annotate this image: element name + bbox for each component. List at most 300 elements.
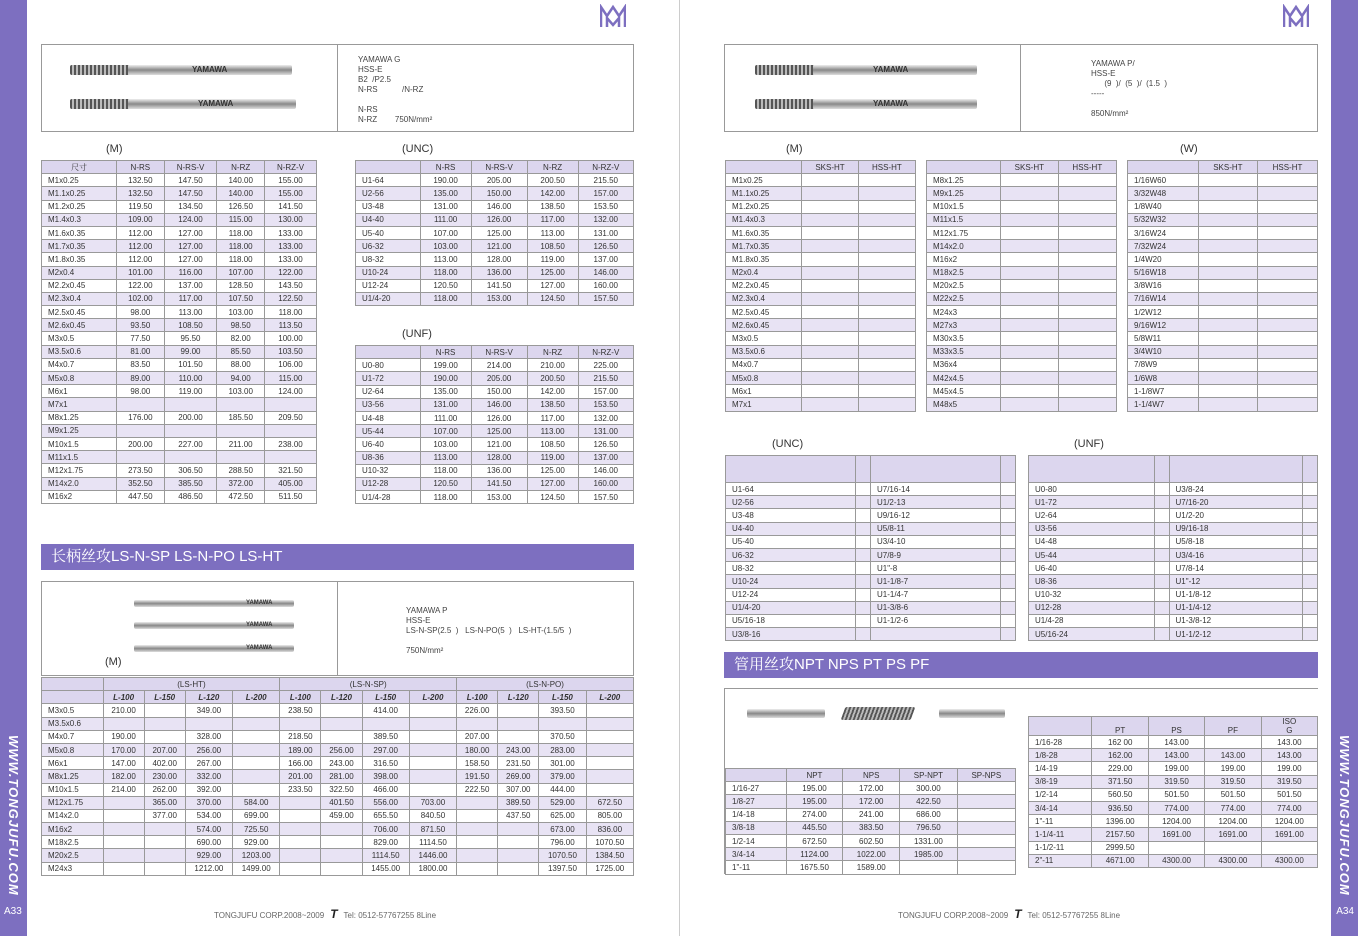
table-cell <box>802 187 859 200</box>
table-cell: 1070.50 <box>539 849 586 862</box>
table-cell: 392.00 <box>185 783 232 796</box>
table-row <box>42 809 634 822</box>
table-row <box>927 174 1117 187</box>
table-cell <box>858 253 915 266</box>
table-cell: M10x1.5 <box>42 783 104 796</box>
table-row <box>42 451 317 464</box>
table-cell: 101.00 <box>117 266 165 279</box>
table-cell: 3/16W24 <box>1128 226 1199 239</box>
table-cell: 128.00 <box>471 451 527 464</box>
table-cell: 796.50 <box>900 821 958 834</box>
table-cell <box>855 496 870 509</box>
table-cell: 625.00 <box>539 809 586 822</box>
table-cell <box>802 358 859 371</box>
table-cell <box>858 266 915 279</box>
right-w-label: (W) <box>1180 143 1198 155</box>
table-row <box>42 226 317 239</box>
table-cell: M2.5x0.45 <box>42 306 117 319</box>
table-cell: 501.50 <box>1205 788 1261 801</box>
table-cell: 153.50 <box>578 398 633 411</box>
table-row <box>356 292 634 305</box>
table-cell <box>858 319 915 332</box>
table-cell <box>1154 509 1169 522</box>
table-cell: 126.50 <box>578 240 633 253</box>
table-row <box>726 496 1016 509</box>
table-cell: U1-1/8-12 <box>1169 588 1303 601</box>
table-cell: U2-56 <box>726 496 856 509</box>
table-cell: 273.50 <box>117 464 165 477</box>
table-cell: 126.50 <box>217 200 265 213</box>
table-cell: U5-40 <box>726 535 856 548</box>
table-cell: 1"-11 <box>1029 815 1092 828</box>
column-header: N-RS <box>117 161 165 174</box>
table-cell: M18x2.5 <box>42 836 104 849</box>
column-header <box>1029 456 1155 483</box>
header-row <box>42 161 317 174</box>
table-cell <box>858 213 915 226</box>
table-cell: M14x2.0 <box>927 240 1001 253</box>
right-sidebar <box>1331 0 1358 936</box>
table-row <box>1128 174 1318 187</box>
table-cell <box>1001 200 1059 213</box>
table-cell: U10-32 <box>356 464 421 477</box>
table-cell: 1499.00 <box>233 862 280 875</box>
table-cell: 180.00 <box>457 743 498 756</box>
table-cell <box>1258 306 1318 319</box>
table-cell: 155.00 <box>265 187 317 200</box>
table-cell <box>1001 292 1059 305</box>
table-cell: 556.00 <box>362 796 409 809</box>
table-cell: 195.00 <box>786 795 843 808</box>
long-product-spec: YAMAWA P HSS-E LS-N-SP(2.5 ) LS-N-PO(5 ) LS-HT-(1.5/5 ) 750N/mm² <box>406 606 572 655</box>
table-cell: U3-56 <box>1029 522 1155 535</box>
table-cell <box>1258 372 1318 385</box>
column-header: L-200 <box>233 691 280 704</box>
table-cell: 113.00 <box>420 451 471 464</box>
table-cell <box>870 628 1000 641</box>
table-cell <box>1058 226 1116 239</box>
table-cell: M3.5x0.6 <box>42 345 117 358</box>
table-cell <box>858 306 915 319</box>
table-cell: U7/8-14 <box>1169 562 1303 575</box>
table-cell: M1.8x0.35 <box>726 253 802 266</box>
table-cell: U2-64 <box>356 385 421 398</box>
table-row <box>726 535 1016 548</box>
table-cell: U0-80 <box>356 359 421 372</box>
m-large-table <box>926 160 1117 412</box>
table-row <box>42 187 317 200</box>
table-cell <box>1303 522 1318 535</box>
table-cell: U9/16-12 <box>870 509 1000 522</box>
table-cell <box>1258 213 1318 226</box>
table-cell <box>957 861 1015 874</box>
column-header <box>1169 456 1303 483</box>
table-cell: 1-1/8W7 <box>1128 385 1199 398</box>
tap-image: YAMAWA YAMAWA <box>42 45 338 131</box>
column-header: L-200 <box>586 691 633 704</box>
table-cell: 227.00 <box>164 437 217 450</box>
table-cell: M6x1 <box>726 385 802 398</box>
table-cell: 501.50 <box>1261 788 1317 801</box>
table-cell <box>1205 841 1261 854</box>
table-cell <box>1058 372 1116 385</box>
table-cell <box>855 562 870 575</box>
table-row <box>927 332 1117 345</box>
table-cell: 134.50 <box>164 200 217 213</box>
table-cell: 153.00 <box>471 491 527 504</box>
table-cell <box>1198 319 1257 332</box>
table-row <box>726 358 916 371</box>
table-cell: 191.50 <box>457 770 498 783</box>
table-cell: 3/8-18 <box>726 821 787 834</box>
table-cell: 95.50 <box>164 332 217 345</box>
column-header: L-150 <box>362 691 409 704</box>
table-cell <box>1001 253 1059 266</box>
table-cell <box>900 861 958 874</box>
table-cell: 124.00 <box>164 213 217 226</box>
table-cell <box>957 782 1015 795</box>
table-cell <box>1000 535 1015 548</box>
table-cell <box>1000 601 1015 614</box>
table-cell: 119.50 <box>117 200 165 213</box>
table-cell <box>1198 187 1257 200</box>
table-cell: 122.00 <box>117 279 165 292</box>
table-row <box>726 266 916 279</box>
table-cell: 7/16W14 <box>1128 292 1199 305</box>
table-cell: 1691.00 <box>1205 828 1261 841</box>
table-cell <box>409 743 456 756</box>
table-row <box>356 398 634 411</box>
table-cell: 445.50 <box>786 821 843 834</box>
table-cell <box>1258 200 1318 213</box>
table-row <box>356 451 634 464</box>
table-cell: 805.00 <box>586 809 633 822</box>
table-cell <box>855 575 870 588</box>
table-cell: U1/2-20 <box>1169 509 1303 522</box>
table-row <box>1029 775 1318 788</box>
table-cell <box>1000 483 1015 496</box>
table-cell <box>1258 174 1318 187</box>
table-cell <box>1303 562 1318 575</box>
table-cell <box>1001 345 1059 358</box>
table-cell <box>1258 279 1318 292</box>
table-row <box>726 614 1016 627</box>
table-row <box>927 319 1117 332</box>
table-cell <box>1001 358 1059 371</box>
table-cell: U1/2-13 <box>870 496 1000 509</box>
table-cell: U5-44 <box>1029 548 1155 561</box>
table-cell <box>1001 279 1059 292</box>
table-cell: 405.00 <box>265 477 317 490</box>
table-cell: M30x3.5 <box>927 332 1001 345</box>
table-cell <box>1058 200 1116 213</box>
table-cell: 122.50 <box>265 292 317 305</box>
table-row <box>1029 628 1318 641</box>
table-row <box>42 704 634 717</box>
table-cell <box>117 424 165 437</box>
table-row <box>1029 614 1318 627</box>
column-header: N-RZ <box>217 161 265 174</box>
long-shank-banner: 长柄丝攻LS-N-SP LS-N-PO LS-HT <box>41 544 634 570</box>
table-cell: U8-32 <box>356 253 421 266</box>
table-row <box>356 200 634 213</box>
table-cell: 1455.00 <box>362 862 409 875</box>
table-row <box>726 332 916 345</box>
table-cell: 147.00 <box>103 757 144 770</box>
table-row <box>726 588 1016 601</box>
table-cell <box>1198 200 1257 213</box>
table-cell: 1691.00 <box>1148 828 1204 841</box>
table-cell <box>265 424 317 437</box>
table-cell: M4x0.7 <box>42 358 117 371</box>
table-cell <box>1258 385 1318 398</box>
table-cell: 1/2-14 <box>1029 788 1092 801</box>
table-cell <box>1198 385 1257 398</box>
table-cell <box>855 588 870 601</box>
table-cell: 796.00 <box>539 836 586 849</box>
table-cell <box>1058 398 1116 411</box>
table-row <box>42 730 634 743</box>
table-cell <box>321 704 362 717</box>
right-unf-table <box>1028 455 1318 641</box>
table-cell: 929.00 <box>233 836 280 849</box>
table-cell: 4300.00 <box>1205 854 1261 867</box>
table-cell: 116.00 <box>164 266 217 279</box>
table-cell <box>1058 358 1116 371</box>
column-header: N-RS <box>420 346 471 359</box>
table-row <box>726 240 916 253</box>
table-cell: U7/16-14 <box>870 483 1000 496</box>
table-cell: M12x1.75 <box>42 796 104 809</box>
table-cell: U7/8-9 <box>870 548 1000 561</box>
column-header: N-RS <box>420 161 471 174</box>
column-header: NPT <box>786 769 843 782</box>
table-cell: 200.50 <box>527 372 578 385</box>
table-cell: 126.00 <box>471 213 527 226</box>
table-cell: 1/8W40 <box>1128 200 1199 213</box>
table-cell <box>802 306 859 319</box>
product-spec-right: YAMAWA P/ HSS-E (9 )/ (5 )/ (1.5 ) ----- 850N/mm² <box>1091 59 1168 118</box>
table-cell: U8-36 <box>1029 575 1155 588</box>
table-cell: 214.00 <box>103 783 144 796</box>
table-row <box>356 226 634 239</box>
table-cell: M4x0.7 <box>726 358 802 371</box>
table-cell: 929.00 <box>185 849 232 862</box>
table-cell <box>280 717 321 730</box>
table-cell: 146.00 <box>578 266 633 279</box>
table-cell <box>586 757 633 770</box>
column-header: PS <box>1148 717 1204 736</box>
table-cell <box>1198 398 1257 411</box>
table-cell: U6-32 <box>356 240 421 253</box>
table-cell: M18x2.5 <box>927 266 1001 279</box>
table-cell <box>498 823 539 836</box>
table-cell: 836.00 <box>586 823 633 836</box>
table-cell: 372.00 <box>217 477 265 490</box>
table-cell: U4-40 <box>726 522 856 535</box>
table-cell: 160.00 <box>578 477 633 490</box>
table-row <box>42 385 317 398</box>
table-cell <box>321 836 362 849</box>
table-cell: U12-24 <box>726 588 856 601</box>
table-cell: 172.00 <box>843 795 900 808</box>
table-cell: 706.00 <box>362 823 409 836</box>
table-row <box>356 187 634 200</box>
long-shank-price-table <box>41 677 634 876</box>
table-cell: M1.8x0.35 <box>42 253 117 266</box>
table-cell <box>802 213 859 226</box>
table-cell: 301.00 <box>539 757 586 770</box>
left-side-text: WWW.TONGJUFU.COM <box>6 735 21 896</box>
right-m-label: (M) <box>786 143 803 155</box>
table-cell: M2.2x0.45 <box>42 279 117 292</box>
table-cell: 133.00 <box>265 253 317 266</box>
table-row <box>927 358 1117 371</box>
brand-logo-icon <box>1283 4 1309 28</box>
table-cell: M14x2.0 <box>42 477 117 490</box>
table-cell: 230.00 <box>144 770 185 783</box>
table-cell: 182.00 <box>103 770 144 783</box>
unf-price-table <box>355 345 634 504</box>
table-cell <box>539 717 586 730</box>
table-row <box>42 464 317 477</box>
table-cell: 1-1/4-11 <box>1029 828 1092 841</box>
table-cell <box>855 601 870 614</box>
table-cell: 269.00 <box>498 770 539 783</box>
table-cell: M1x0.25 <box>726 174 802 187</box>
header-row <box>356 161 634 174</box>
table-cell: 120.50 <box>420 477 471 490</box>
table-cell <box>1058 306 1116 319</box>
table-cell <box>1154 483 1169 496</box>
table-row <box>1128 319 1318 332</box>
table-cell: M1.2x0.25 <box>726 200 802 213</box>
table-row <box>726 292 916 305</box>
right-footer: TONGJUFU CORP.2008~2009 T Tel: 0512-57767255 8Line <box>898 907 1121 921</box>
table-cell: 107.00 <box>420 226 471 239</box>
table-cell: 119.00 <box>527 451 578 464</box>
table-cell <box>1303 575 1318 588</box>
table-cell: U3-48 <box>726 509 856 522</box>
table-cell <box>858 332 915 345</box>
table-cell <box>858 200 915 213</box>
table-cell <box>1198 253 1257 266</box>
table-cell: 686.00 <box>900 808 958 821</box>
table-cell: 147.50 <box>164 174 217 187</box>
table-cell: 1/2-14 <box>726 834 787 847</box>
header-row <box>726 456 1016 483</box>
table-row <box>927 345 1117 358</box>
table-cell: 233.50 <box>280 783 321 796</box>
table-row <box>927 372 1117 385</box>
table-row <box>726 782 1016 795</box>
table-cell: 124.50 <box>527 292 578 305</box>
table-cell: 3/8-19 <box>1029 775 1092 788</box>
table-cell: 137.00 <box>578 253 633 266</box>
table-cell: 125.00 <box>527 266 578 279</box>
column-header: SKS-HT <box>1001 161 1059 174</box>
table-cell: 127.00 <box>527 279 578 292</box>
table-cell <box>802 200 859 213</box>
table-cell: 100.00 <box>265 332 317 345</box>
table-cell: M1.1x0.25 <box>726 187 802 200</box>
table-cell: 243.00 <box>321 757 362 770</box>
table-cell: 655.50 <box>362 809 409 822</box>
table-cell: 136.00 <box>471 464 527 477</box>
table-cell: 3/4-14 <box>726 848 787 861</box>
table-cell: 371.50 <box>1092 775 1148 788</box>
table-row <box>927 240 1117 253</box>
table-cell: 155.00 <box>265 174 317 187</box>
column-header: N-RZ <box>527 161 578 174</box>
table-cell <box>1154 562 1169 575</box>
table-cell: 1/16-27 <box>726 782 787 795</box>
table-cell <box>1303 628 1318 641</box>
table-cell: 132.50 <box>117 187 165 200</box>
table-cell: M1.7x0.35 <box>42 240 117 253</box>
right-unc-table <box>725 455 1016 641</box>
table-cell <box>1058 240 1116 253</box>
table-cell <box>498 849 539 862</box>
table-row <box>726 200 916 213</box>
table-row <box>1029 601 1318 614</box>
table-cell: 107.00 <box>217 266 265 279</box>
table-cell <box>144 704 185 717</box>
table-cell: 214.00 <box>471 359 527 372</box>
table-cell <box>1001 398 1059 411</box>
table-cell: U1/4-28 <box>356 491 421 504</box>
table-cell <box>957 808 1015 821</box>
table-row <box>1029 535 1318 548</box>
table-cell: 262.00 <box>144 783 185 796</box>
table-cell: U10-24 <box>356 266 421 279</box>
table-cell: 238.50 <box>280 704 321 717</box>
table-row <box>927 253 1117 266</box>
table-row <box>726 279 916 292</box>
table-cell: 207.00 <box>457 730 498 743</box>
table-cell: 108.50 <box>527 438 578 451</box>
table-row <box>42 823 634 836</box>
table-cell: 108.50 <box>527 240 578 253</box>
table-cell: M36x4 <box>927 358 1001 371</box>
table-row <box>42 292 317 305</box>
table-cell: 936.50 <box>1092 801 1148 814</box>
table-cell: 4300.00 <box>1148 854 1204 867</box>
table-cell <box>1198 240 1257 253</box>
table-cell: U3/8-24 <box>1169 483 1303 496</box>
table-row <box>1029 496 1318 509</box>
table-cell: 1725.00 <box>586 862 633 875</box>
table-cell: 98.00 <box>117 306 165 319</box>
table-row <box>42 796 634 809</box>
table-cell: M11x1.5 <box>42 451 117 464</box>
table-cell <box>1001 266 1059 279</box>
table-cell: 229.00 <box>1092 762 1148 775</box>
table-cell: 437.50 <box>498 809 539 822</box>
column-header <box>726 161 802 174</box>
table-row <box>726 213 916 226</box>
right-unc-label: (UNC) <box>772 438 804 450</box>
column-header: SKS-HT <box>802 161 859 174</box>
table-cell: U2-56 <box>356 187 421 200</box>
table-cell: 7/8W9 <box>1128 358 1199 371</box>
table-cell: M8x1.25 <box>927 174 1001 187</box>
table-cell <box>858 398 915 411</box>
table-cell <box>802 332 859 345</box>
table-cell <box>858 292 915 305</box>
table-cell <box>321 717 362 730</box>
table-cell <box>1001 174 1059 187</box>
